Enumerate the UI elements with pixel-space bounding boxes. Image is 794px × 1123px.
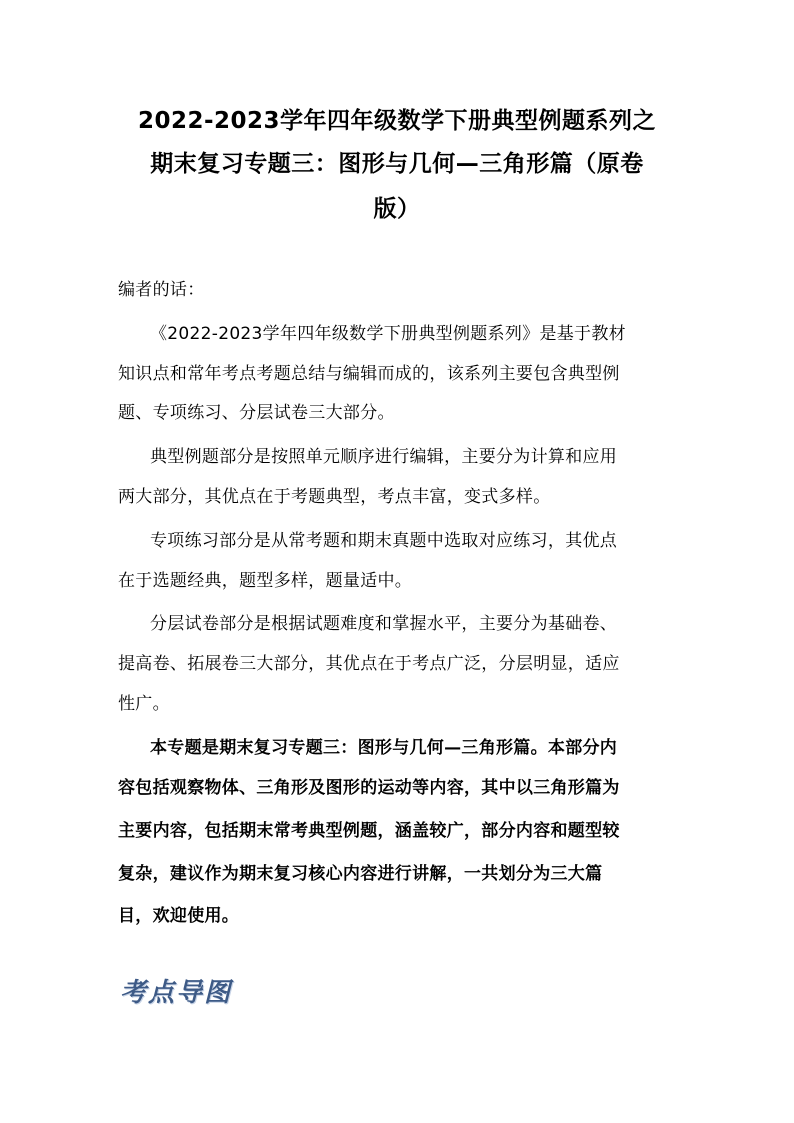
paragraph-2-line-2: 两大部分，其优点在于考题典型，考点丰富，变式多样。 — [118, 487, 551, 507]
document-title-line-2: 期末复习专题三：图形与几何—三角形篇（原卷 — [150, 151, 644, 177]
summary-paragraph-line-3: 主要内容，包括期末常考典型例题，涵盖较广，部分内容和题型较 — [118, 821, 620, 841]
summary-paragraph-line-1: 本专题是期末复习专题三：图形与几何—三角形篇。本部分内 — [150, 738, 618, 758]
paragraph-1-line-1: 《2022-2023学年四年级数学下册典型例题系列》是基于教材 — [150, 324, 626, 344]
paragraph-4-line-2: 提高卷、拓展卷三大部分，其优点在于考点广泛，分层明显，适应 — [118, 654, 620, 674]
paragraph-4-line-3: 性广。 — [118, 694, 170, 714]
paragraph-4-line-1: 分层试卷部分是根据试题难度和掌握水平，主要分为基础卷、 — [150, 614, 618, 634]
paragraph-3-line-1: 专项练习部分是从常考题和期末真题中选取对应练习，其优点 — [150, 531, 618, 551]
summary-paragraph-line-2: 容包括观察物体、三角形及图形的运动等内容，其中以三角形篇为 — [118, 778, 620, 798]
paragraph-3-line-2: 在于选题经典，题型多样，题量适中。 — [118, 571, 413, 591]
section-heading: 考点导图 — [120, 978, 233, 1008]
summary-paragraph-line-5: 目，欢迎使用。 — [118, 906, 240, 926]
document-title-line-3: 版） — [373, 196, 421, 222]
paragraph-2-line-1: 典型例题部分是按照单元顺序进行编辑，主要分为计算和应用 — [150, 447, 618, 467]
document-title-line-1: 2022-2023学年四年级数学下册典型例题系列之 — [137, 108, 657, 134]
summary-paragraph-line-4: 复杂，建议作为期末复习核心内容进行讲解，一共划分为三大篇 — [118, 864, 603, 884]
paragraph-1-line-3: 题、专项练习、分层试卷三大部分。 — [118, 403, 395, 423]
paragraph-1-line-2: 知识点和常年考点考题总结与编辑而成的，该系列主要包含典型例 — [118, 364, 620, 384]
preface-label: 编者的话： — [118, 280, 205, 300]
